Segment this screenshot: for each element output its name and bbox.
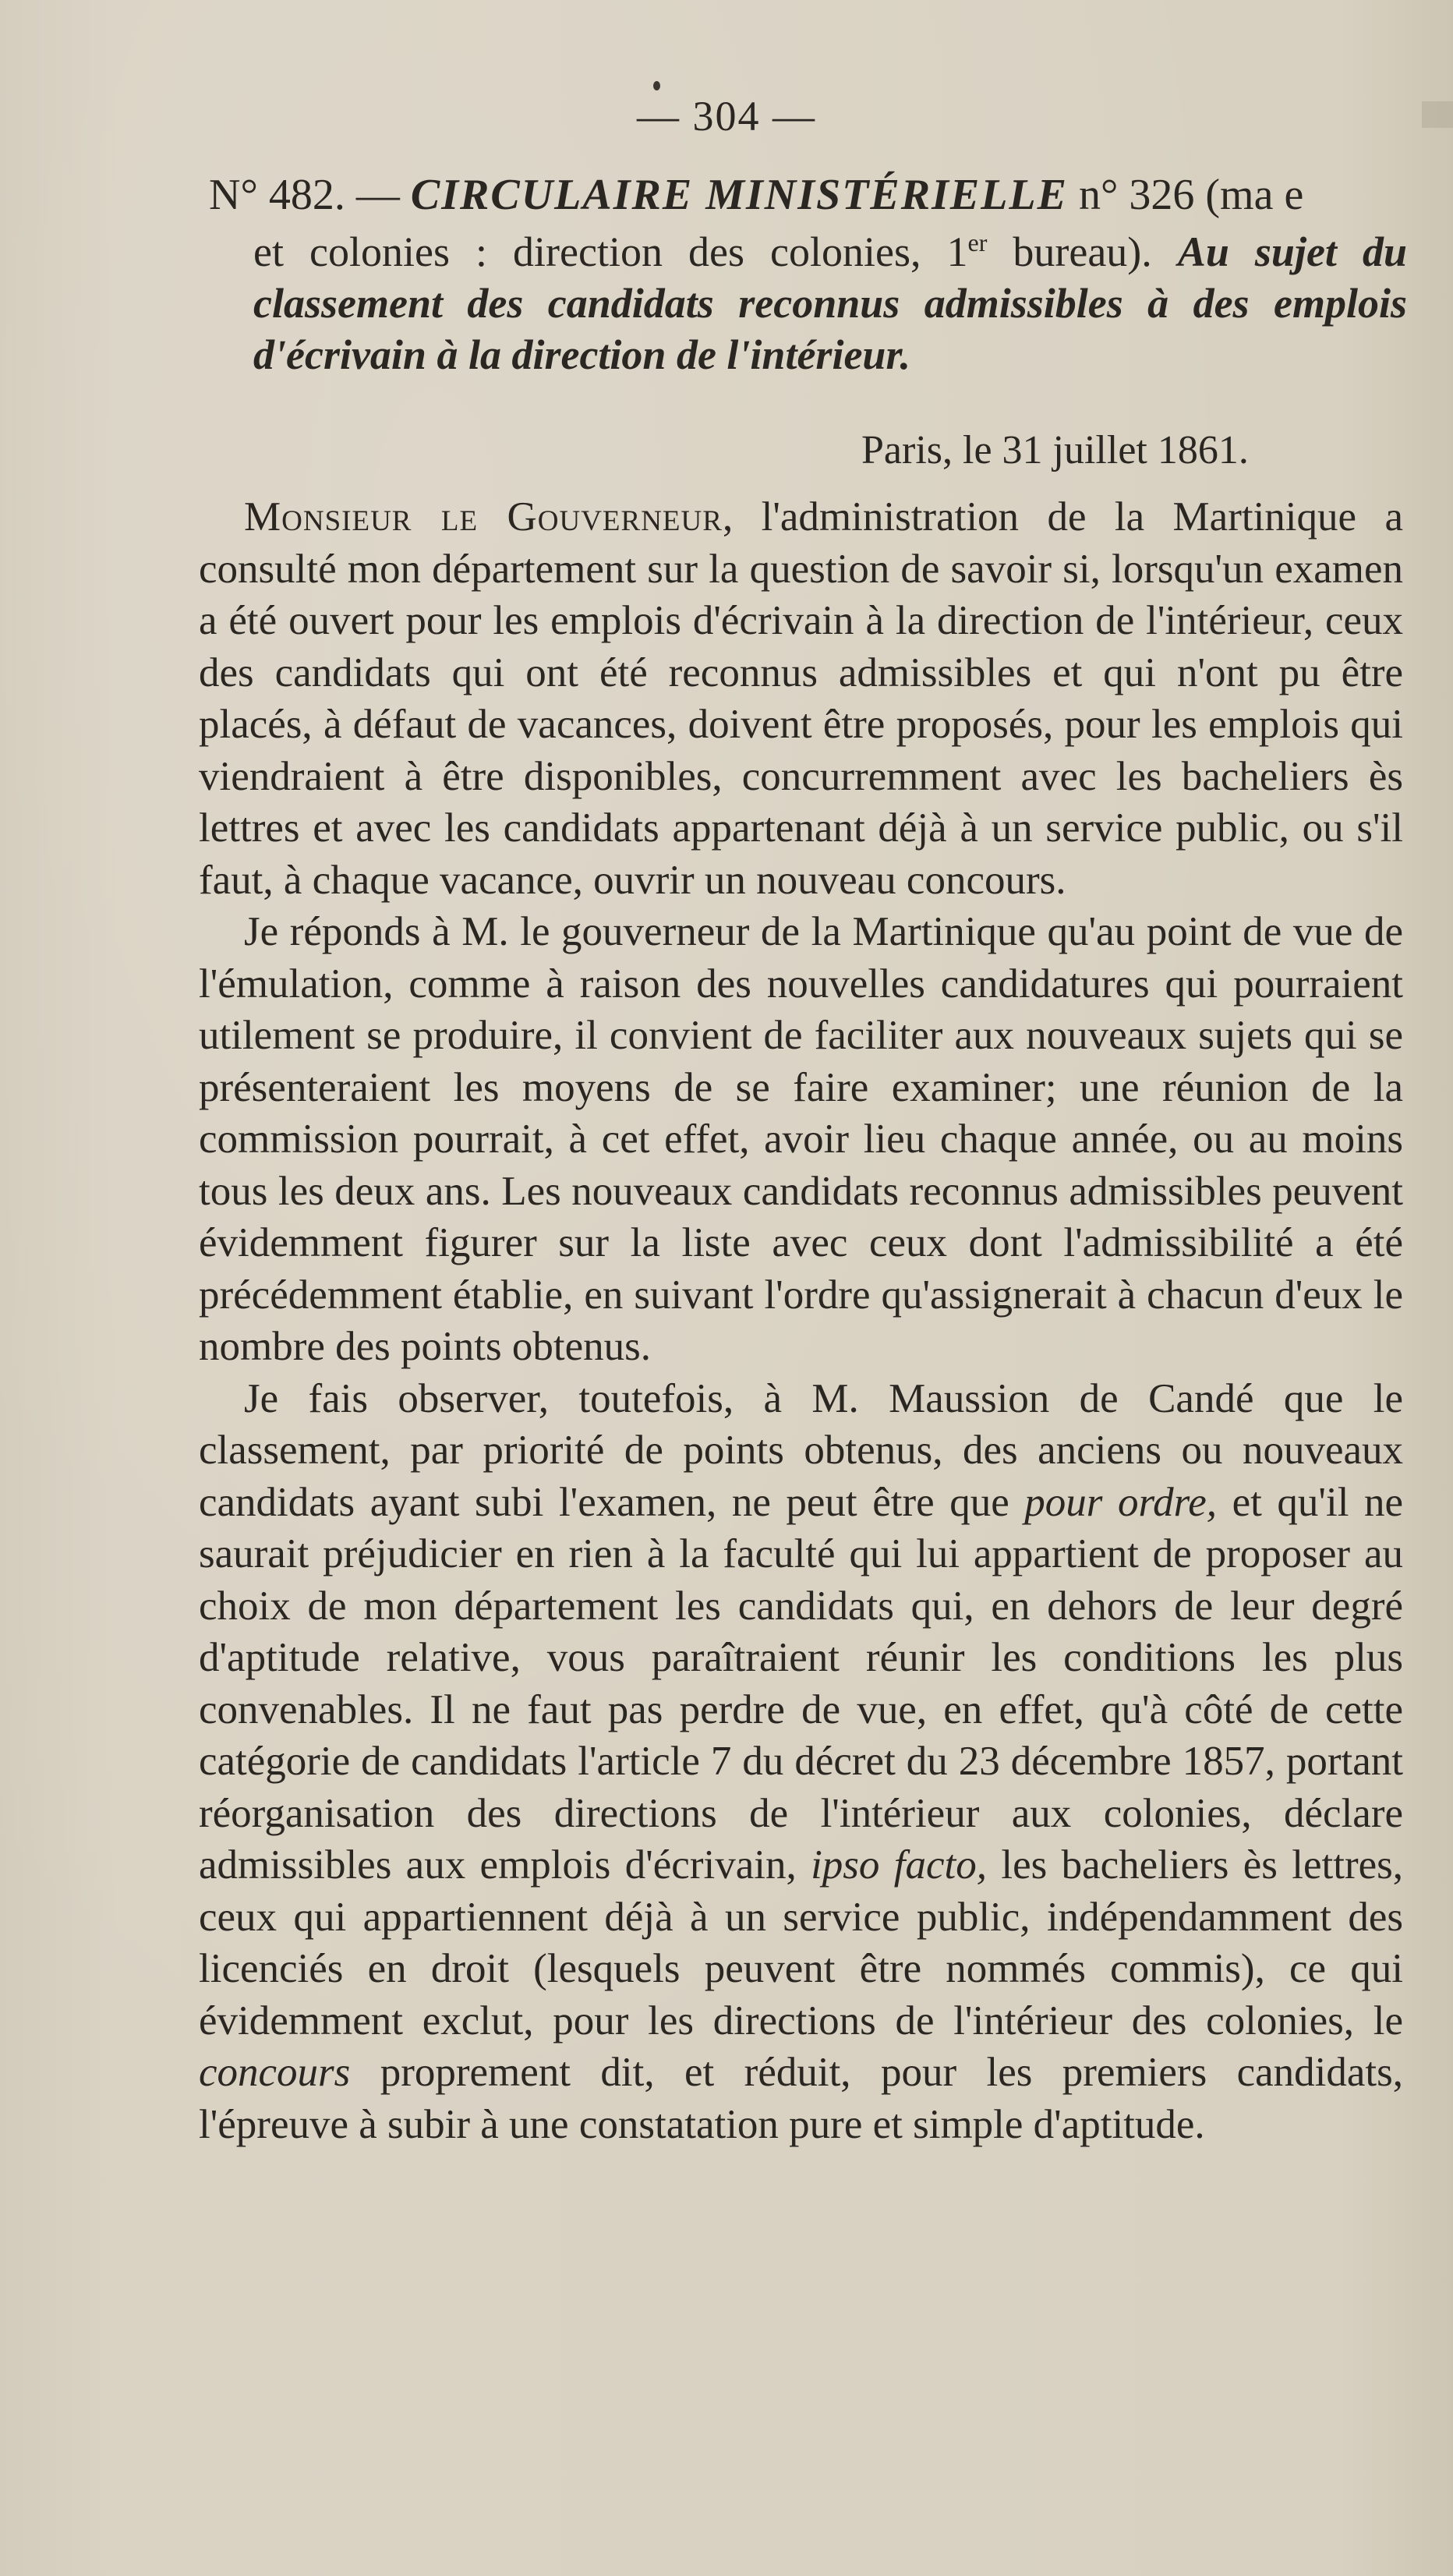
- paragraph-3-part-a: Je fais observer, toutefois, à M. Maussion de Candé que le classement, par priorité de points obtenus, des anciens ou nouveaux candidats ayant subi l'examen, ne peut être que: [199, 1375, 1403, 1525]
- heading-line-2: [253, 226, 1407, 278]
- heading-line2-plain: et colonies : direction des colonies, 1: [253, 228, 968, 275]
- circular-title-suffix: n° 326 (ma e: [1067, 171, 1304, 219]
- salutation: Monsieur le Gouverneur: [244, 494, 723, 540]
- paragraph-3: [199, 1373, 1403, 2151]
- paragraph-1: [199, 491, 1403, 906]
- paragraph-3-italic-3: concours: [199, 2050, 351, 2095]
- circular-number: N° 482. —: [209, 171, 411, 219]
- heading-line2-sup: er: [967, 228, 988, 257]
- paragraph-3-italic-2: ipso facto,: [811, 1842, 987, 1888]
- page-number: — 304 —: [637, 93, 816, 140]
- heading-line-3: classement des candidats reconnus admissibles à des emplois: [253, 280, 1407, 327]
- paragraph-3-part-d: proprement dit, et réduit, pour les premiers candidats, l'épreuve à subir à une constatation pure et simple d'aptitude.: [199, 2050, 1403, 2147]
- letter-body: [199, 491, 1403, 2150]
- paragraph-2: Je réponds à M. le gouverneur de la Martinique qu'au point de vue de l'émulation, comme à raison des nouvelles candidatures qui pourraient utilement se produire, il convient de faciliter aux nouveaux sujets qui se présenteraient les moyens de se faire examiner; une réunion de la commission pourrait, à cet effet, avoir lieu chaque année, ou au moins tous les deux ans. Les nouveaux candidats reconnus admissibles peuvent évidemment figurer sur la liste avec ceux dont l'admissibilité a été précédemment établie, en suivant l'ordre qu'assignerait à chacun d'eux le nombre des points obtenus.: [199, 909, 1403, 1369]
- circular-heading: [209, 168, 1409, 221]
- heading-line-4: d'écrivain à la direction de l'intérieur.: [253, 331, 910, 378]
- ink-speck: [653, 81, 660, 90]
- paragraph-1-text: , l'administration de la Martinique a consulté mon département sur la question de savoir si, lorsqu'un examen a été ouvert pour les emplois d'écrivain à la direction de l'intérieur, ceux des candidats qui ont été reconnus admissibles et qui n'ont pu être placés, à défaut de vacances, doivent être proposés, pour les emplois qui viendraient à être disponibles, concurremment avec les bacheliers ès lettres et avec les candidats appartenant déjà à un service public, ou s'il faut, à chaque vacance, ouvrir un nouveau concours.: [199, 494, 1403, 903]
- paragraph-3-part-b: et qu'il ne saurait préjudicier en rien à la faculté qui lui appartient de proposer au choix de mon département les candidats qui, en dehors de leur degré d'aptitude relative, vous paraîtraient réunir les conditions les plus convenables. Il ne faut pas perdre de vue, en effet, qu'à côté de cette catégorie de candidats l'article 7 du décret du 23 décembre 1857, portant réorganisation des directions de l'intérieur aux colonies, déclare admissibles aux emplois d'écrivain,: [199, 1479, 1404, 1888]
- paragraph-3-part-c: les bacheliers ès lettres, ceux qui appartiennent déjà à un service public, indépendamment des licenciés en droit (lesquels peuvent être nommés commis), ce qui évidemment exclut, pour les directions de l'intérieur des colonies, le: [199, 1842, 1404, 2043]
- paragraph-3-italic-1: pour ordre,: [1024, 1479, 1218, 1525]
- dateline: Paris, le 31 juillet 1861.: [861, 428, 1249, 472]
- circular-title: CIRCULAIRE MINISTÉRIELLE: [410, 171, 1068, 219]
- heading-line2-plain-after: bureau).: [987, 228, 1178, 275]
- heading-line2-italic: Au sujet du: [1177, 228, 1407, 275]
